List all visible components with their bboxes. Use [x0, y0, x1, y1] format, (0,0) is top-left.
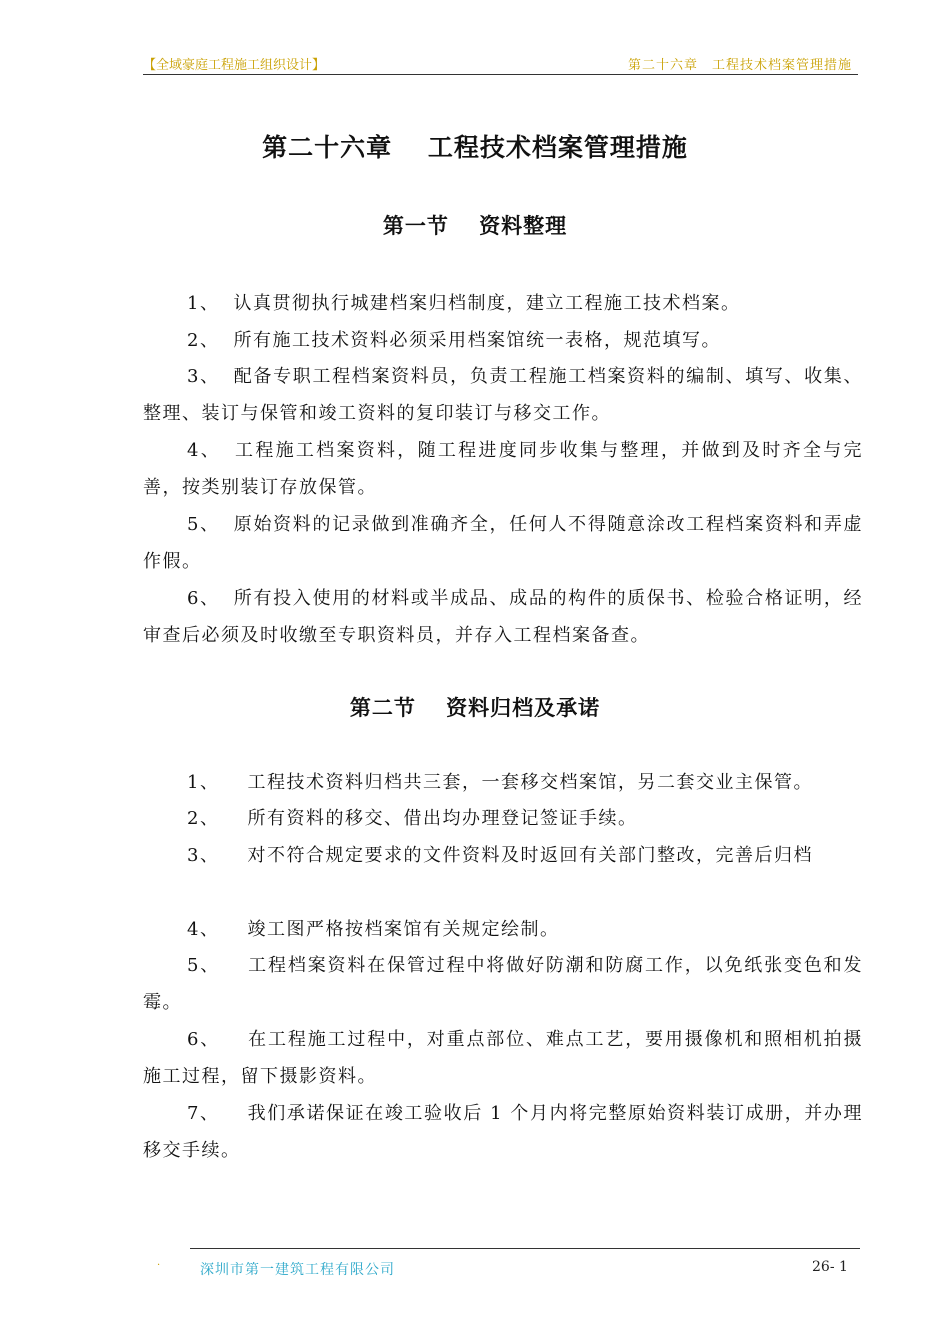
item-text: 工程施工档案资料，随工程进度同步收集与整理，并做到及时齐全与完善，按类别装订存放保管。: [143, 440, 864, 498]
item-text: 原始资料的记录做到准确齐全，任何人不得随意涂改工程档案资料和弄虚作假。: [143, 514, 864, 572]
header-document-title: 【全域豪庭工程施工组织设计】: [143, 58, 326, 73]
section-1-item-5: [143, 507, 863, 580]
item-number: 3、: [187, 366, 220, 387]
section-2-item-5: [143, 948, 863, 1021]
item-text: 我们承诺保证在竣工验收后 1 个月内将完整原始资料装订成册，并办理移交手续。: [143, 1103, 863, 1161]
item-text: 在工程施工过程中，对重点部位、难点工艺，要用摄像机和照相机拍摄施工过程，留下摄影资料。: [143, 1029, 864, 1087]
item-text: 对不符合规定要求的文件资料及时返回有关部门整改，完善后归档: [247, 845, 813, 866]
chapter-title: 第二十六章 工程技术档案管理措施: [262, 133, 688, 162]
item-number: 1、: [187, 293, 220, 314]
section-2-item-6: [143, 1022, 863, 1095]
item-number: 2、: [187, 330, 220, 351]
section-1-item-4: [143, 433, 863, 506]
item-number: 6、: [187, 588, 220, 609]
item-number: 7、: [187, 1103, 220, 1124]
item-number: 3、: [187, 845, 220, 866]
item-text: 配备专职工程档案资料员，负责工程施工档案资料的编制、填写、收集、整理、装订与保管和竣工资料的复印装订与移交工作。: [143, 366, 864, 424]
item-number: 4、: [187, 919, 220, 940]
section-1-title: 第一节 资料整理: [382, 213, 568, 238]
item-number: 6、: [187, 1029, 221, 1050]
header-chapter-title: 第二十六章 工程技术档案管理措施: [627, 58, 852, 73]
footer-company-name: 深圳市第一建筑工程有限公司: [200, 1262, 395, 1278]
section-1-item-2: [143, 323, 863, 360]
section-1-item-1: [143, 286, 863, 323]
section-2-item-1: [143, 765, 863, 802]
item-number: 5、: [187, 514, 220, 535]
item-text: 所有投入使用的材料或半成品、成品的构件的质保书、检验合格证明，经审查后必须及时收缴至专职资料员，并存入工程档案备查。: [143, 588, 864, 646]
item-number: 1、: [187, 772, 220, 793]
item-text: 所有施工技术资料必须采用档案馆统一表格，规范填写。: [233, 330, 721, 351]
item-text: 竣工图严格按档案馆有关规定绘制。: [247, 919, 560, 940]
section-2-item-4: [143, 912, 863, 949]
section-2-item-2: [143, 801, 863, 838]
item-number: 2、: [187, 808, 220, 829]
section-2-item-7: [143, 1096, 863, 1169]
section-1-item-6: [143, 581, 863, 654]
item-text: 工程技术资料归档共三套，一套移交档案馆，另二套交业主保管。: [247, 772, 813, 793]
footer-page-number: 26- 1: [812, 1259, 848, 1275]
item-number: 5、: [187, 955, 221, 976]
item-number: 4、: [187, 440, 222, 461]
page-header: [143, 50, 858, 75]
footer-divider: [190, 1248, 860, 1249]
item-text: 所有资料的移交、借出均办理登记签证手续。: [247, 808, 638, 829]
section-2-item-3: [143, 838, 863, 875]
section-2-title: 第二节 资料归档及承诺: [349, 695, 601, 720]
item-text: 工程档案资料在保管过程中将做好防潮和防腐工作，以免纸张变色和发霉。: [143, 955, 864, 1013]
section-1-item-3: [143, 359, 863, 432]
item-text: 认真贯彻执行城建档案归档制度，建立工程施工技术档案。: [233, 293, 741, 314]
footer-dot: ·: [157, 1260, 161, 1271]
